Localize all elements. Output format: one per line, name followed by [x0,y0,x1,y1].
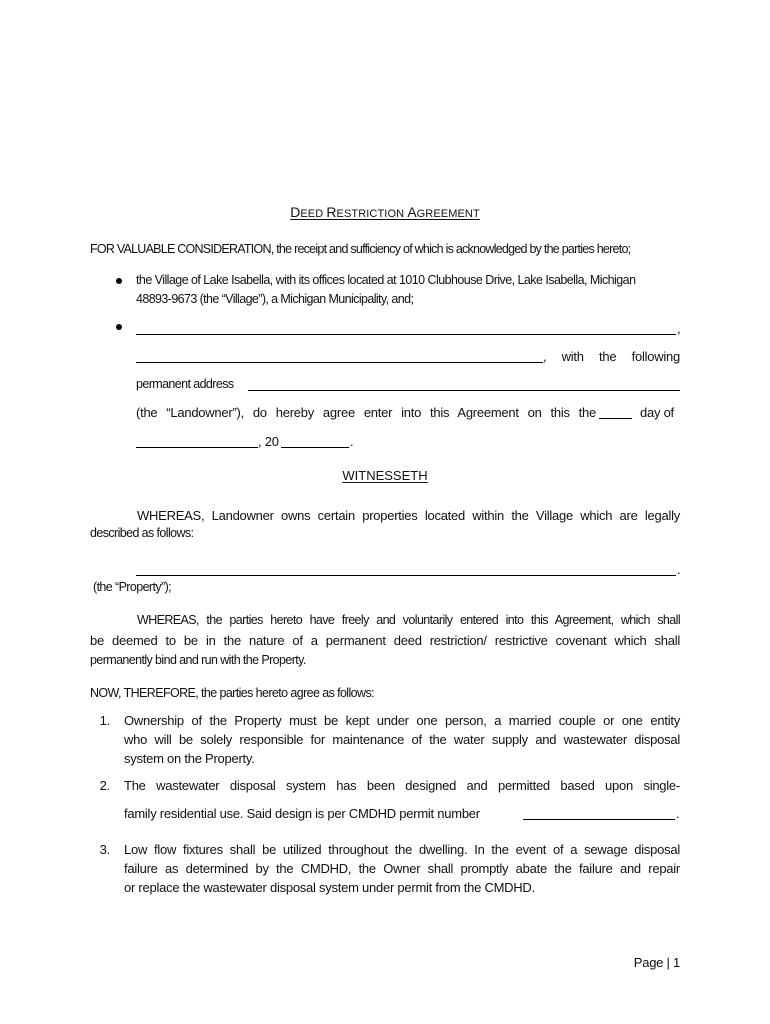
item-1-number: 1. [99,713,110,728]
landowner-name-blank-2[interactable] [136,361,543,363]
permanent-address-blank[interactable] [248,389,680,391]
item-2-line-2: family residential use. Said design is per CMDHD permit number [124,806,480,821]
permanent-address-label: permanent address [136,377,234,391]
item-3-number: 3. [99,842,110,857]
item-1-line-1: Ownership of the Property must be kept under one person, a married couple or one entity [124,713,680,728]
document-title: DEED RESTRICTION AGREEMENT [290,204,480,220]
item-2-line-1: The wastewater disposal system has been designed and permitted based upon single- [124,778,680,793]
property-dot: . [677,562,681,577]
day-of-label: day of [640,405,674,420]
whereas-2-line-3: permanently bind and run with the Property. [90,653,306,667]
village-party-line-2: 48893-9673 (the “Village”), a Michigan Municipality, and; [136,292,414,306]
landowner-agreement-text: (the “Landowner”), do hereby agree enter into this Agreement on this the [136,405,596,420]
day-blank[interactable] [599,417,632,419]
now-therefore: NOW, THEREFORE, the parties hereto agree as follows: [90,686,374,700]
item-2-tail: . [676,806,680,821]
month-blank[interactable] [136,446,258,448]
year-suffix: . [350,434,354,449]
year-prefix: , 20 [258,434,279,449]
whereas-2-line-1: WHEREAS, the parties hereto have freely and voluntarily entered into this Agreement, which shall [137,613,680,627]
with-the-following: , with the following [543,349,680,364]
item-3-line-3: or replace the wastewater disposal system under permit from the CMDHD. [124,880,535,895]
item-1-line-2: who will be solely responsible for maintenance of the water supply and wastewater disposal [124,732,680,747]
page-number-footer: Page | 1 [633,955,680,970]
whereas-1-line-1: WHEREAS, Landowner owns certain properties located within the Village which are legally [137,508,680,523]
item-3-line-1: Low flow fixtures shall be utilized throughout the dwelling. In the event of a sewage disposal [124,842,680,857]
landowner-name-blank[interactable] [136,333,676,335]
witnesseth-heading: WITNESSETH [342,468,428,483]
property-description-blank[interactable] [136,574,676,576]
permit-number-blank[interactable] [523,818,675,820]
whereas-2-line-2: be deemed to be in the nature of a permanent deed restriction/ restrictive covenant which shall [90,633,680,648]
whereas-1-line-2: described as follows: [90,526,194,540]
item-3-line-2: failure as determined by the CMDHD, the Owner shall promptly abate the failure and repair [124,861,680,876]
comma: , [677,321,681,336]
item-2-number: 2. [99,778,110,793]
village-party-line-1: the Village of Lake Isabella, with its offices located at 1010 Clubhouse Drive, Lake Isabella, Michigan [136,273,636,287]
item-1-line-3: system on the Property. [124,751,255,766]
bullet-marker [116,278,122,284]
bullet-marker [116,324,122,330]
property-label: (the “Property”); [93,580,172,594]
intro-paragraph: FOR VALUABLE CONSIDERATION, the receipt and sufficiency of which is acknowledged by the parties hereto; [90,242,631,256]
year-blank[interactable] [281,446,349,448]
